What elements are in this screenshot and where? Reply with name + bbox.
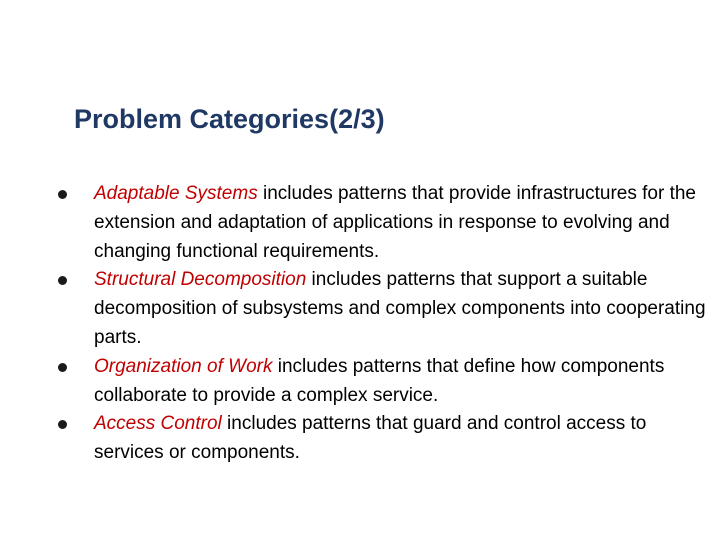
bullet-term: Organization of Work: [94, 355, 273, 377]
bullet-item-access-control: [58, 410, 714, 468]
bullet-list: [58, 180, 714, 468]
bullet-dot-icon: [58, 363, 67, 372]
bullet-item-structural-decomposition: [58, 266, 714, 352]
bullet-text: includes patterns that support a suitable decomposition of subsystems and complex components into cooperating parts.: [94, 269, 706, 348]
bullet-text: includes patterns that provide infrastructures for the extension and adaptation of applications in response to evolving and changing functional requirements.: [94, 183, 696, 262]
bullet-term: Structural Decomposition: [94, 269, 307, 291]
bullet-term: Access Control: [94, 413, 222, 435]
bullet-item-organization-of-work: [58, 353, 714, 411]
bullet-term: Adaptable Systems: [94, 183, 258, 204]
bullet-dot-icon: [58, 420, 67, 429]
bullet-dot-icon: [58, 276, 67, 285]
bullet-text: includes patterns that define how components collaborate to provide a complex service.: [94, 355, 665, 406]
slide-title: Problem Categories(2/3): [74, 104, 385, 134]
bullet-item-adaptable-systems: [58, 180, 714, 266]
bullet-dot-icon: [58, 190, 67, 199]
bullet-text: includes patterns that guard and control access to services or components.: [94, 413, 647, 464]
